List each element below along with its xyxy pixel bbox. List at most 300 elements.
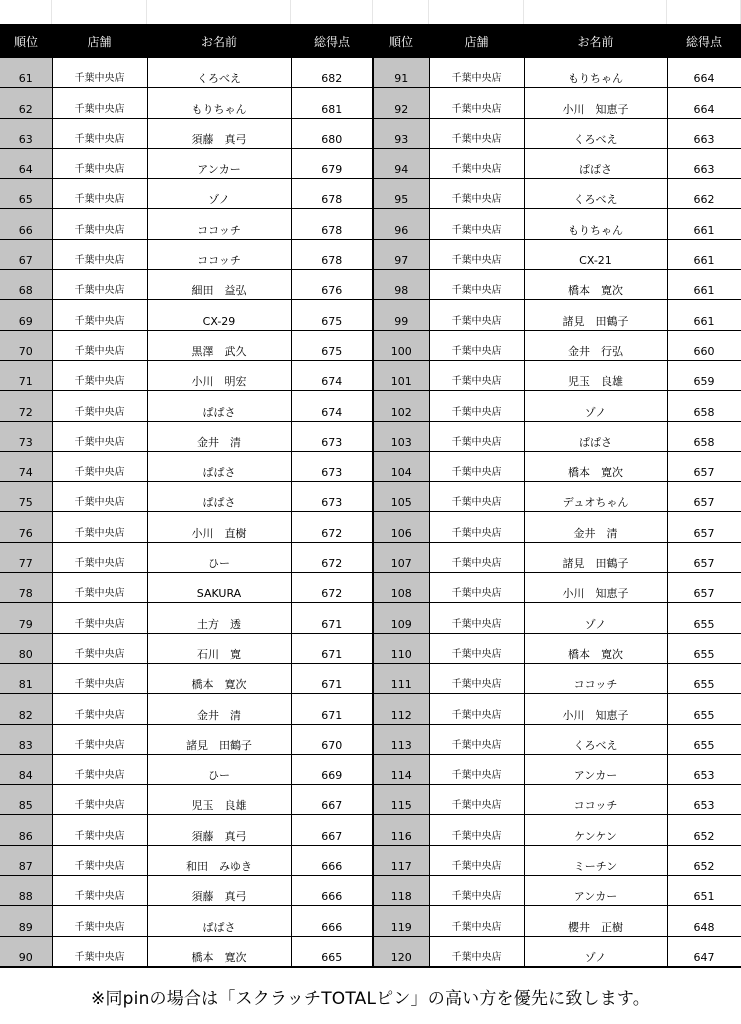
store-cell-text: 千葉中央店: [451, 618, 502, 630]
score-cell: [667, 906, 741, 936]
store-cell-text: 千葉中央店: [74, 951, 125, 963]
name-cell: [524, 815, 667, 845]
score-cell: [667, 573, 741, 603]
score-cell-text: 662: [693, 193, 715, 207]
rank-cell-text: 105: [390, 496, 412, 510]
score-cell: [291, 179, 373, 209]
name-cell: [147, 118, 291, 148]
name-cell: [147, 239, 291, 269]
score-cell: [667, 876, 741, 906]
store-cell: [52, 542, 147, 572]
rank-cell-text: 114: [390, 769, 412, 783]
score-cell: [291, 754, 373, 784]
score-cell-text: 652: [693, 860, 715, 874]
name-cell: [524, 451, 667, 481]
table-row: [0, 694, 741, 724]
name-cell: [524, 876, 667, 906]
rank-cell-text: 75: [18, 496, 33, 510]
rank-cell-text: 74: [18, 466, 33, 480]
score-cell-text: 678: [321, 223, 343, 237]
rank-cell-text: 93: [394, 132, 409, 146]
rank-cell: [0, 815, 52, 845]
name-cell-text: 黒澤 武久: [191, 344, 247, 358]
store-cell-text: 千葉中央店: [451, 285, 502, 297]
name-cell: [147, 663, 291, 693]
store-cell-text: 千葉中央店: [74, 133, 125, 145]
store-cell-text: 千葉中央店: [451, 921, 502, 933]
name-cell: [147, 906, 291, 936]
score-cell-text: 663: [693, 132, 715, 146]
name-cell-text: 金井 清: [573, 526, 618, 540]
rank-cell: [0, 603, 52, 633]
score-cell-text: 673: [321, 496, 343, 510]
rank-cell: [373, 421, 429, 451]
score-cell: [667, 300, 741, 330]
name-cell-text: くろべえ: [573, 738, 618, 752]
name-cell-text: ぱぱさ: [202, 496, 236, 510]
store-cell: [429, 482, 524, 512]
name-cell-text: もりちゃん: [191, 102, 247, 116]
store-cell: [429, 694, 524, 724]
store-cell: [52, 906, 147, 936]
name-cell: [524, 88, 667, 118]
rank-cell: [0, 179, 52, 209]
score-cell-text: 680: [321, 132, 343, 146]
rank-cell-text: 117: [390, 860, 412, 874]
name-cell: [147, 724, 291, 754]
store-cell-text: 千葉中央店: [451, 830, 502, 842]
store-cell-text: 千葉中央店: [74, 194, 125, 206]
score-cell-text: 658: [693, 405, 715, 419]
rank-cell-text: 67: [18, 254, 33, 268]
rank-cell-text: 78: [18, 587, 33, 601]
store-cell: [52, 270, 147, 300]
score-cell-text: 676: [321, 284, 343, 298]
score-cell: [667, 542, 741, 572]
name-cell: [524, 694, 667, 724]
rank-cell-text: 88: [18, 890, 33, 904]
store-cell-text: 千葉中央店: [74, 224, 125, 236]
score-cell-text: 673: [321, 466, 343, 480]
rank-cell-text: 69: [18, 314, 33, 328]
name-cell-text: 細田 益弘: [191, 284, 247, 298]
store-cell-text: 千葉中央店: [74, 406, 125, 418]
rank-cell-text: 112: [390, 708, 412, 722]
store-cell-text: 千葉中央店: [451, 345, 502, 357]
score-cell-text: 661: [693, 314, 715, 328]
name-cell-text: 小川 明宏: [191, 375, 247, 389]
score-cell-text: 675: [321, 344, 343, 358]
store-cell: [429, 542, 524, 572]
name-cell-text: 須藤 真弓: [191, 890, 247, 904]
rank-cell-text: 87: [18, 860, 33, 874]
name-cell: [524, 512, 667, 542]
name-cell: [147, 179, 291, 209]
store-cell: [52, 815, 147, 845]
store-cell: [429, 300, 524, 330]
table-row: [0, 330, 741, 360]
name-cell-text: ゾノ: [584, 950, 607, 964]
store-cell-text: 千葉中央店: [451, 255, 502, 267]
score-cell: [667, 118, 741, 148]
name-cell: [147, 936, 291, 967]
rank-cell: [373, 724, 429, 754]
score-cell: [291, 936, 373, 967]
rank-cell-text: 100: [390, 344, 412, 358]
table-row: [0, 633, 741, 663]
spreadsheet-top-strip: [0, 0, 741, 24]
rank-cell: [373, 845, 429, 875]
store-cell: [52, 179, 147, 209]
name-cell: [147, 58, 291, 88]
name-cell: [147, 785, 291, 815]
rank-cell-text: 103: [390, 435, 412, 449]
table-row: [0, 148, 741, 178]
store-cell: [429, 724, 524, 754]
name-cell: [524, 573, 667, 603]
store-cell-text: 千葉中央店: [451, 224, 502, 236]
store-cell: [429, 58, 524, 88]
rank-cell-text: 86: [18, 829, 33, 843]
store-cell-text: 千葉中央店: [451, 709, 502, 721]
rank-cell: [373, 785, 429, 815]
score-cell: [291, 482, 373, 512]
score-cell-text: 655: [693, 617, 715, 631]
score-cell: [291, 785, 373, 815]
rank-cell: [0, 118, 52, 148]
name-cell-text: 小川 知恵子: [562, 587, 629, 601]
score-cell-text: 655: [693, 708, 715, 722]
score-cell: [291, 239, 373, 269]
score-cell-text: 672: [321, 587, 343, 601]
rank-cell-text: 111: [390, 678, 412, 692]
rank-cell: [0, 694, 52, 724]
table-row: [0, 542, 741, 572]
name-cell: [524, 270, 667, 300]
rank-cell: [373, 663, 429, 693]
score-cell-text: 661: [693, 284, 715, 298]
score-cell-text: 651: [693, 890, 715, 904]
store-cell: [52, 936, 147, 967]
score-cell: [291, 300, 373, 330]
store-cell-text: 千葉中央店: [451, 164, 502, 176]
rank-cell-text: 81: [18, 678, 33, 692]
rank-cell-text: 98: [394, 284, 409, 298]
rank-cell-text: 66: [18, 223, 33, 237]
store-cell-text: 千葉中央店: [451, 133, 502, 145]
store-cell: [429, 754, 524, 784]
name-cell: [147, 330, 291, 360]
score-cell: [291, 209, 373, 239]
name-cell: [147, 876, 291, 906]
rank-cell: [0, 270, 52, 300]
store-cell-text: 千葉中央店: [451, 103, 502, 115]
name-cell-text: 須藤 真弓: [191, 132, 247, 146]
rank-cell: [0, 88, 52, 118]
rank-cell: [0, 239, 52, 269]
score-cell: [667, 603, 741, 633]
header-row: [0, 24, 741, 58]
name-cell-text: 諸見 田鶴子: [562, 314, 629, 328]
name-cell-text: 土方 透: [197, 617, 241, 631]
store-cell-text: 千葉中央店: [74, 164, 125, 176]
score-cell: [291, 148, 373, 178]
rank-cell: [373, 542, 429, 572]
store-cell: [429, 512, 524, 542]
store-cell: [429, 360, 524, 390]
rank-cell-text: 63: [18, 132, 33, 146]
store-cell: [52, 845, 147, 875]
score-cell: [291, 694, 373, 724]
store-cell: [429, 603, 524, 633]
store-cell: [429, 876, 524, 906]
name-cell-text: 小川 知恵子: [562, 102, 629, 116]
score-cell-text: 648: [693, 920, 715, 934]
store-cell-text: 千葉中央店: [74, 679, 125, 691]
name-cell: [524, 482, 667, 512]
score-cell: [291, 633, 373, 663]
score-cell: [291, 663, 373, 693]
score-cell-text: 667: [321, 799, 343, 813]
table-row: [0, 270, 741, 300]
header-score: 総得点: [291, 24, 373, 58]
score-cell: [291, 58, 373, 88]
score-cell: [291, 603, 373, 633]
rank-cell: [0, 573, 52, 603]
name-cell-text: ゾノ: [208, 193, 230, 207]
store-cell-text: 千葉中央店: [451, 800, 502, 812]
store-cell: [52, 360, 147, 390]
name-cell: [147, 633, 291, 663]
name-cell-text: ぱぱさ: [202, 466, 236, 480]
store-cell-text: 千葉中央店: [451, 73, 502, 85]
name-cell-text: もりちゃん: [568, 223, 623, 237]
store-cell: [429, 815, 524, 845]
rank-cell: [373, 330, 429, 360]
store-cell-text: 千葉中央店: [451, 891, 502, 903]
table-row: [0, 179, 741, 209]
store-cell: [429, 845, 524, 875]
store-cell-text: 千葉中央店: [74, 739, 125, 751]
store-cell-text: 千葉中央店: [74, 103, 125, 115]
name-cell-text: 金井 清: [197, 708, 241, 722]
score-cell: [291, 906, 373, 936]
score-cell-text: 675: [321, 314, 343, 328]
store-cell-text: 千葉中央店: [74, 467, 125, 479]
score-cell: [291, 270, 373, 300]
name-cell: [524, 542, 667, 572]
name-cell: [524, 785, 667, 815]
score-cell-text: 672: [321, 557, 343, 571]
store-cell-text: 千葉中央店: [451, 648, 502, 660]
store-cell: [52, 118, 147, 148]
score-cell: [667, 148, 741, 178]
name-cell-text: ぱぱさ: [202, 405, 236, 419]
score-cell: [291, 421, 373, 451]
name-cell: [524, 633, 667, 663]
store-cell-text: 千葉中央店: [74, 588, 125, 600]
score-cell: [291, 88, 373, 118]
score-cell-text: 666: [321, 860, 343, 874]
score-cell-text: 671: [321, 678, 343, 692]
score-cell-text: 660: [693, 344, 715, 358]
rank-cell: [373, 754, 429, 784]
score-cell-text: 671: [321, 617, 343, 631]
store-cell-text: 千葉中央店: [74, 345, 125, 357]
rank-cell-text: 106: [390, 526, 412, 540]
table-row: [0, 845, 741, 875]
score-cell-text: 664: [693, 102, 715, 116]
name-cell-text: 橋本 寛次: [568, 647, 623, 661]
store-cell: [429, 209, 524, 239]
store-cell-text: 千葉中央店: [451, 376, 502, 388]
name-cell: [524, 58, 667, 88]
store-cell: [52, 421, 147, 451]
rank-cell-text: 101: [390, 375, 412, 389]
rank-cell-text: 71: [18, 375, 33, 389]
rank-cell-text: 108: [390, 587, 412, 601]
name-cell-text: ココッチ: [197, 223, 241, 237]
rank-cell: [373, 451, 429, 481]
rank-cell: [373, 694, 429, 724]
name-cell-text: SAKURA: [196, 587, 242, 601]
name-cell-text: 小川 知恵子: [562, 708, 629, 722]
name-cell-text: 児玉 良雄: [568, 375, 623, 389]
ranking-body: [0, 58, 741, 967]
name-cell: [524, 179, 667, 209]
rank-cell-text: 110: [390, 647, 412, 661]
store-cell-text: 千葉中央店: [74, 770, 125, 782]
table-row: [0, 573, 741, 603]
store-cell: [52, 88, 147, 118]
store-cell: [52, 876, 147, 906]
store-cell-text: 千葉中央店: [74, 891, 125, 903]
header-rank: 順位: [0, 24, 52, 58]
rank-cell: [373, 148, 429, 178]
store-cell-text: 千葉中央店: [74, 315, 125, 327]
store-cell-text: 千葉中央店: [74, 618, 125, 630]
store-cell-text: 千葉中央店: [74, 73, 125, 85]
table-row: [0, 906, 741, 936]
rank-cell: [0, 785, 52, 815]
score-cell-text: 647: [693, 950, 715, 964]
store-cell-text: 千葉中央店: [451, 588, 502, 600]
rank-cell: [373, 88, 429, 118]
name-cell-text: ひー: [208, 769, 230, 783]
name-cell-text: ぱぱさ: [202, 920, 236, 934]
store-cell-text: 千葉中央店: [451, 739, 502, 751]
store-cell: [429, 785, 524, 815]
store-cell: [429, 633, 524, 663]
rank-cell-text: 82: [18, 708, 33, 722]
store-cell: [52, 573, 147, 603]
table-row: [0, 58, 741, 88]
score-cell: [667, 633, 741, 663]
rank-cell: [373, 360, 429, 390]
rank-cell-text: 73: [18, 435, 33, 449]
rank-cell-text: 95: [394, 193, 409, 207]
score-cell: [291, 451, 373, 481]
store-cell: [429, 451, 524, 481]
name-cell: [147, 482, 291, 512]
name-cell: [147, 754, 291, 784]
name-cell: [524, 239, 667, 269]
rank-cell: [373, 118, 429, 148]
score-cell: [667, 270, 741, 300]
score-cell: [667, 58, 741, 88]
rank-cell-text: 119: [390, 920, 412, 934]
name-cell-text: ぱぱさ: [579, 435, 612, 449]
rank-cell-text: 72: [18, 405, 33, 419]
table-row: [0, 209, 741, 239]
rank-cell-text: 76: [18, 526, 33, 540]
rank-cell: [0, 906, 52, 936]
name-cell-text: 諸見 田鶴子: [562, 557, 629, 571]
store-cell-text: 千葉中央店: [451, 436, 502, 448]
header-score: 総得点: [667, 24, 741, 58]
table-row: [0, 785, 741, 815]
rank-cell-text: 90: [18, 950, 33, 964]
score-cell: [667, 239, 741, 269]
name-cell: [524, 330, 667, 360]
name-cell-text: ココッチ: [197, 254, 241, 268]
store-cell: [429, 270, 524, 300]
score-cell-text: 679: [321, 163, 343, 177]
store-cell-text: 千葉中央店: [74, 709, 125, 721]
rank-cell: [373, 603, 429, 633]
rank-cell-text: 64: [18, 163, 33, 177]
table-row: [0, 482, 741, 512]
score-cell: [667, 451, 741, 481]
name-cell: [147, 88, 291, 118]
rank-cell-text: 91: [394, 72, 409, 86]
name-cell-text: ケンケン: [574, 829, 617, 843]
rank-cell-text: 96: [394, 223, 409, 237]
name-cell-text: ココッチ: [573, 799, 618, 813]
rank-cell: [373, 239, 429, 269]
score-cell: [291, 724, 373, 754]
rank-cell: [0, 845, 52, 875]
rank-cell: [0, 633, 52, 663]
table-row: [0, 815, 741, 845]
name-cell-text: ぱぱさ: [579, 163, 612, 177]
rank-cell-text: 120: [390, 950, 412, 964]
score-cell: [667, 391, 741, 421]
store-cell-text: 千葉中央店: [74, 921, 125, 933]
rank-cell-text: 83: [18, 738, 33, 752]
rank-cell: [373, 876, 429, 906]
table-row: [0, 391, 741, 421]
rank-cell: [0, 724, 52, 754]
score-cell-text: 665: [321, 950, 343, 964]
store-cell-text: 千葉中央店: [451, 527, 502, 539]
name-cell: [524, 300, 667, 330]
score-cell-text: 663: [693, 163, 715, 177]
rank-cell-text: 68: [18, 284, 33, 298]
rank-cell-text: 107: [390, 557, 412, 571]
header-rank: 順位: [373, 24, 429, 58]
name-cell: [147, 391, 291, 421]
header-name: お名前: [524, 24, 667, 58]
score-cell-text: 661: [693, 223, 715, 237]
store-cell-text: 千葉中央店: [74, 376, 125, 388]
store-cell: [52, 391, 147, 421]
rank-cell-text: 116: [390, 829, 412, 843]
store-cell: [52, 148, 147, 178]
score-cell-text: 652: [693, 829, 715, 843]
rank-cell-text: 94: [394, 163, 409, 177]
name-cell: [147, 270, 291, 300]
